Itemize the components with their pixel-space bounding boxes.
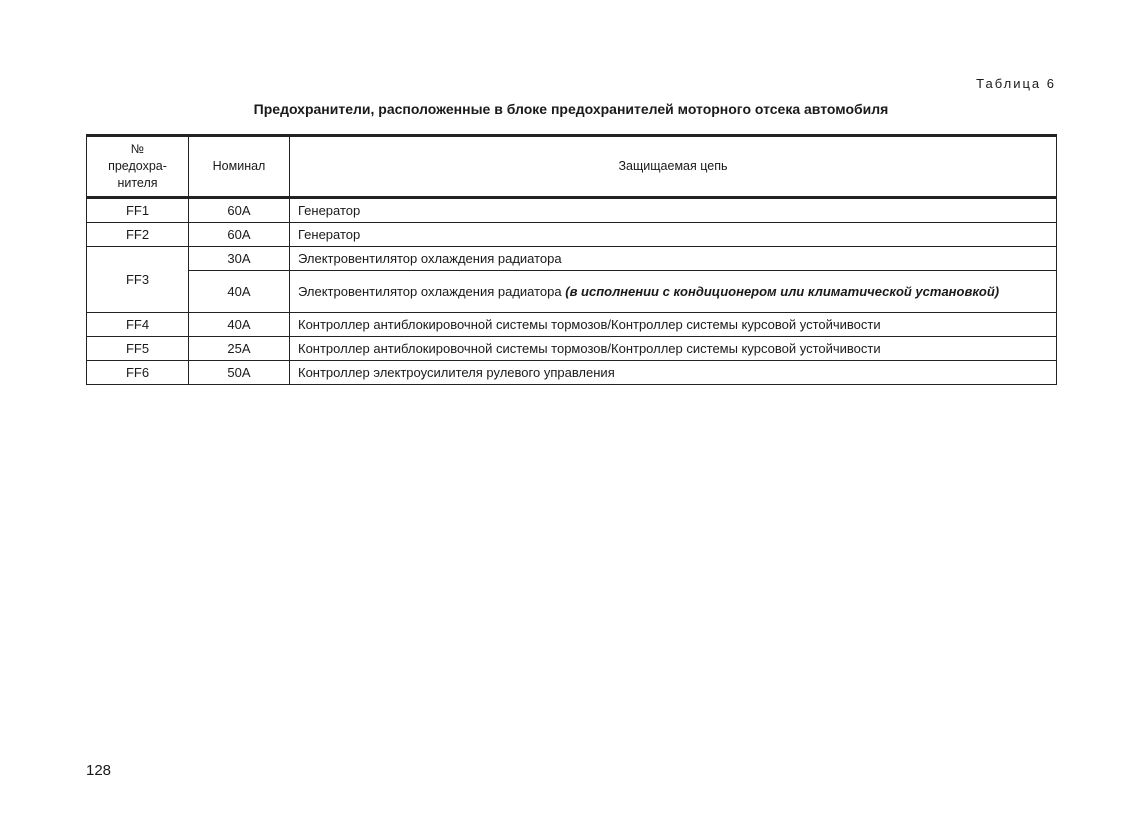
page-number: 128 (86, 762, 112, 779)
circuit-cell: Электровентилятор охлаждения радиатора (290, 247, 1057, 271)
table-row (87, 223, 1057, 247)
fuse-cell: FF1 (87, 198, 189, 223)
table-number: Таблица 6 (976, 76, 1056, 91)
fuse-cell: FF6 (87, 361, 189, 385)
table-title: Предохранители, расположенные в блоке предохранителей моторного отсека автомобиля (253, 101, 889, 117)
table-row (87, 337, 1057, 361)
rating-cell: 40А (189, 313, 290, 337)
rating-cell: 25А (189, 337, 290, 361)
circuit-cell: Электровентилятор охлаждения радиатора (в исполнении с кондиционером или климатической установкой) (290, 271, 1057, 313)
fuse-cell: FF2 (87, 223, 189, 247)
circuit-note: (в исполнении с кондиционером или климатической установкой) (565, 283, 1000, 299)
circuit-cell: Контроллер антиблокировочной системы тормозов/Контроллер системы курсовой устойчивости (290, 313, 1057, 337)
rating-cell: 50А (189, 361, 290, 385)
table-row (87, 247, 1057, 271)
table-row (87, 361, 1057, 385)
rating-cell: 40А (189, 271, 290, 313)
fuse-cell: FF3 (87, 247, 189, 313)
fuse-table (86, 134, 1057, 385)
fuse-cell: FF4 (87, 313, 189, 337)
circuit-cell: Контроллер антиблокировочной системы тормозов/Контроллер системы курсовой устойчивости (290, 337, 1057, 361)
table-row (87, 198, 1057, 223)
header-fuse-number: № предохра- нителя (87, 136, 189, 198)
rating-cell: 30А (189, 247, 290, 271)
rating-cell: 60А (189, 223, 290, 247)
header-rating: Номинал (189, 136, 290, 198)
header-circuit: Защищаемая цепь (290, 136, 1057, 198)
fuse-cell: FF5 (87, 337, 189, 361)
circuit-cell: Генератор (290, 223, 1057, 247)
rating-cell: 60А (189, 198, 290, 223)
table-header-row (87, 136, 1057, 198)
table-row (87, 271, 1057, 313)
circuit-cell: Генератор (290, 198, 1057, 223)
table-row (87, 313, 1057, 337)
circuit-cell: Контроллер электроусилителя рулевого управления (290, 361, 1057, 385)
